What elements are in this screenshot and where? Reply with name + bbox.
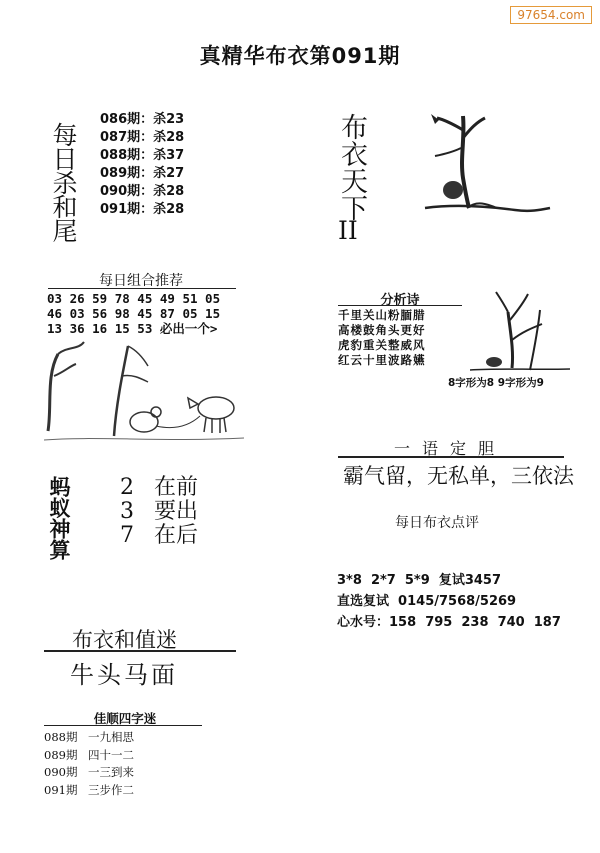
- buyi-label: [337, 113, 365, 245]
- comment-line: 3*8 2*7 5*9 复试3457: [337, 573, 502, 588]
- kill-item: 089期：杀27: [100, 166, 185, 181]
- poem-line: 千里关山粉腼腊: [338, 308, 426, 322]
- poem-line: 红云十里波路嬿: [338, 353, 426, 367]
- ant-god-label: 蚂蚁神算: [47, 476, 72, 560]
- ant-god-row: 2 在前: [120, 475, 199, 500]
- four-char-row: 089期 四十一二: [44, 747, 134, 762]
- combo-row: 13 36 16 15 53 必出一个>: [47, 321, 218, 336]
- four-char-row: 088期 一九相思: [44, 730, 134, 744]
- kill-item: 091期：杀28: [100, 202, 185, 217]
- comment-line: 直选复试 0145/7568/5269: [337, 594, 517, 609]
- divider: [338, 305, 462, 306]
- four-char-rows: [44, 729, 134, 799]
- ant-god-row: 7 在后: [120, 523, 199, 548]
- daily-combo-title: 每日组合推荐: [99, 273, 183, 289]
- daily-combo-rows: [47, 291, 220, 336]
- four-char-title: 佳顺四字迷: [93, 711, 157, 726]
- gallant-text: 霸气留，无私单，三依法: [343, 464, 574, 488]
- page-title: 真精华布衣第091期: [199, 44, 401, 68]
- divider: [48, 288, 236, 289]
- gallant-title: 一语定胆: [393, 439, 506, 458]
- poem-line: 高楼鼓角头更好: [338, 323, 426, 337]
- kill-item: 090期：杀28: [100, 184, 185, 199]
- combo-row: 46 03 56 98 45 87 05 15: [47, 306, 221, 321]
- daily-kill-tail-list: [100, 111, 184, 219]
- bird-branch-illustration: [405, 108, 555, 220]
- four-char-row: 091期 三步作二: [44, 782, 134, 797]
- daily-comment-lines: [337, 570, 561, 633]
- buyi-label-suffix: II: [338, 216, 358, 245]
- divider: [44, 725, 202, 726]
- tree-illustration: [470, 290, 570, 372]
- analysis-poem-title: 分析诗: [380, 293, 420, 308]
- combo-row: 03 26 59 78 45 49 51 05: [47, 291, 221, 306]
- comment-line: 心水号：158 795 238 740 187: [337, 615, 561, 630]
- kill-item: 088期：杀37: [100, 148, 185, 163]
- riddle-answer: 牛头马面: [70, 661, 178, 689]
- site-watermark: 97654.com: [510, 6, 592, 24]
- kill-item: 086期：杀23: [100, 112, 185, 127]
- four-char-row: 090期 一三到来: [44, 765, 134, 779]
- kill-item: 087期：杀28: [100, 130, 185, 145]
- ant-god-row: 3 要出: [120, 499, 199, 524]
- daily-kill-tail-label: 每日杀和尾: [49, 122, 78, 242]
- poem-line: 虎豹重关整威风: [338, 338, 426, 352]
- riddle-title: 布衣和值迷: [72, 628, 177, 652]
- buyi-label-main: 布衣天下: [336, 113, 367, 221]
- analysis-poem-lines: [338, 308, 426, 368]
- ant-god-rows: [120, 476, 198, 548]
- daily-comment-title: 每日布衣点评: [395, 515, 479, 531]
- farm-scene-illustration: [44, 336, 244, 448]
- divider: [44, 650, 236, 652]
- divider: [338, 456, 564, 458]
- shape-labels: 8字形为8 9字形为9: [448, 377, 544, 389]
